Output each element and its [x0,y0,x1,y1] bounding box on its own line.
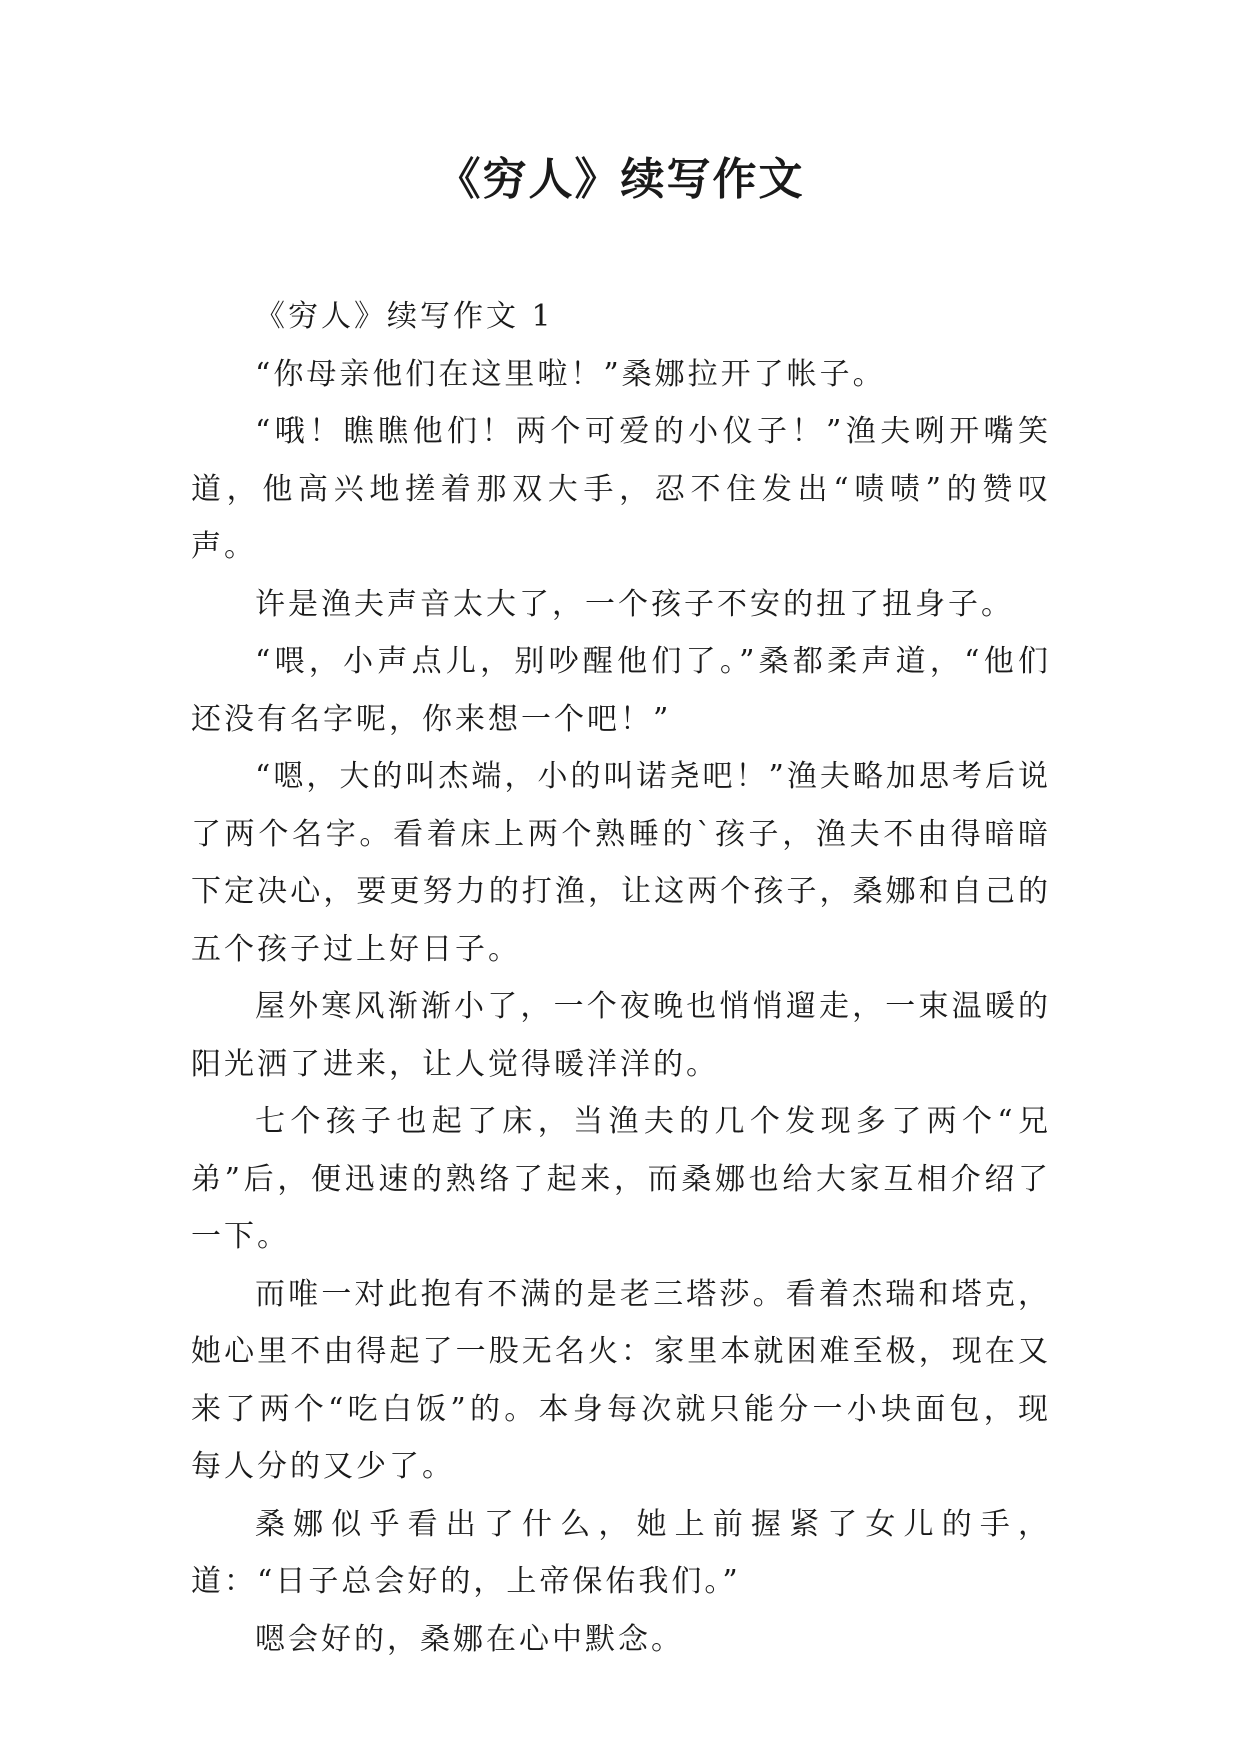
paragraph: “你母亲他们在这里啦！”桑娜拉开了帐子。 [255,356,886,392]
paragraph: 七个孩子也起了床，当渔夫的几个发现多了两个“兄弟”后，便迅速的熟络了起来，而桑娜也给大家互相介绍了一下。 [191,1104,1051,1254]
paragraph: 屋外寒风渐渐小了，一个夜晚也悄悄遛走，一束温暖的阳光洒了进来，让人觉得暖洋洋的。 [191,989,1051,1082]
paragraph: “喂，小声点儿，别吵醒他们了。”桑都柔声道，“他们还没有名字呢，你来想一个吧！” [191,644,1051,737]
paragraph: 桑娜似乎看出了什么，她上前握紧了女儿的手，道：“日子总会好的，上帝保佑我们。” [191,1506,1051,1599]
section-heading: 《穷人》续写作文 1 [255,299,554,334]
paragraph: 嗯会好的，桑娜在心中默念。 [255,1621,684,1657]
paragraph: “嗯，大的叫杰端，小的叫诺尧吧！”渔夫略加思考后说了两个名字。看着床上两个熟睡的`孩子，渔夫不由得暗暗下定决心，要更努力的打渔，让这两个孩子，桑娜和自己的五个孩子过上好日子。 [191,759,1051,967]
document-body [191,288,1051,1668]
paragraph: “哦！瞧瞧他们！两个可爱的小仪子！”渔夫咧开嘴笑道，他高兴地搓着那双大手，忍不住发出“啧啧”的赞叹声。 [191,414,1051,564]
paragraph: 许是渔夫声音太大了，一个孩子不安的扭了扭身子。 [255,586,1014,622]
document-title: 《穷人》续写作文 [436,154,805,205]
paragraph: 而唯一对此抱有不满的是老三塔莎。看着杰瑞和塔克，她心里不由得起了一股无名火：家里本就困难至极，现在又来了两个“吃白饭”的。本身每次就只能分一小块面包，现每人分的又少了。 [191,1276,1051,1484]
